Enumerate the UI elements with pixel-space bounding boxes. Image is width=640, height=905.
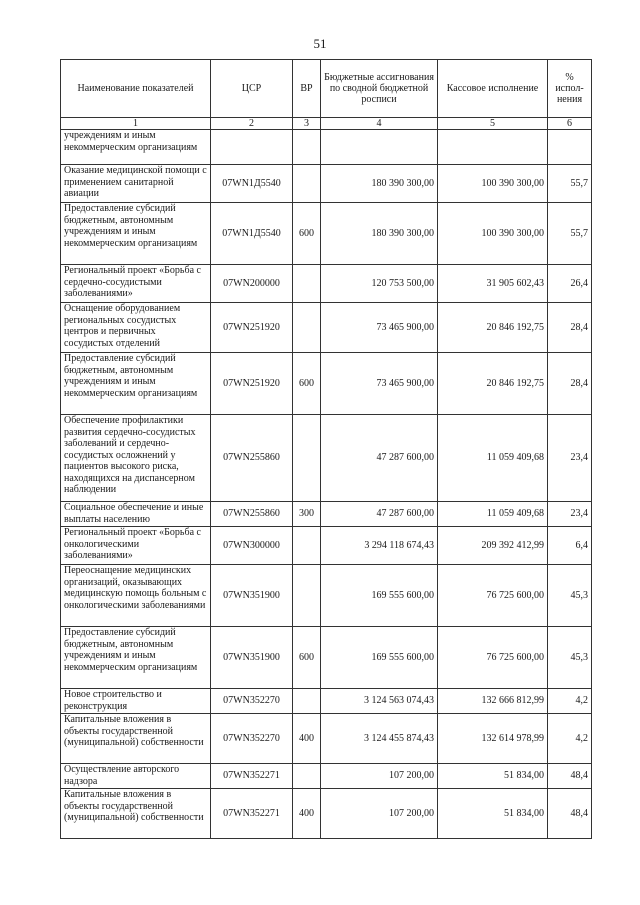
budget-amount: 180 390 300,00 <box>321 203 438 265</box>
budget-amount: 180 390 300,00 <box>321 165 438 203</box>
execution-percent: 45,3 <box>548 565 592 627</box>
indicator-name: Оказание медицинской помощи с применением санитарной авиации <box>61 165 211 203</box>
table-row <box>61 565 592 627</box>
cash-amount <box>438 130 548 165</box>
cash-amount: 51 834,00 <box>438 789 548 839</box>
header-budget-allocations: Бюджетные ассигнования по сводной бюджетной росписи <box>321 60 438 118</box>
budget-amount: 120 753 500,00 <box>321 265 438 303</box>
table-row <box>61 627 592 689</box>
indicator-name: Социальное обеспечение и иные выплаты населению <box>61 502 211 527</box>
cash-amount: 11 059 409,68 <box>438 502 548 527</box>
column-number: 2 <box>211 118 293 130</box>
header-indicator-name: Наименование показателей <box>61 60 211 118</box>
cash-amount: 100 390 300,00 <box>438 203 548 265</box>
execution-percent: 48,4 <box>548 789 592 839</box>
execution-percent: 23,4 <box>548 502 592 527</box>
csr-code: 07WN352270 <box>211 714 293 764</box>
budget-amount: 169 555 600,00 <box>321 565 438 627</box>
csr-code: 07WN255860 <box>211 502 293 527</box>
indicator-name: Переоснащение медицинских организаций, оказывающих медицинскую помощь больным с онкологическими заболеваниями <box>61 565 211 627</box>
budget-amount: 107 200,00 <box>321 764 438 789</box>
csr-code: 07WN251920 <box>211 353 293 415</box>
indicator-name: Обеспечение профилактики развития сердечно-сосудистых заболеваний и сердечно-сосудистых осложнений у пациентов высокого риска, находящихся на диспансерном наблюдении <box>61 415 211 502</box>
budget-amount: 47 287 600,00 <box>321 415 438 502</box>
vr-code <box>293 165 321 203</box>
cash-amount: 31 905 602,43 <box>438 265 548 303</box>
table-header-row <box>61 60 592 118</box>
csr-code: 07WN352270 <box>211 689 293 714</box>
indicator-name: Осуществление авторского надзора <box>61 764 211 789</box>
csr-code: 07WN300000 <box>211 527 293 565</box>
header-execution-percent: % испол-нения <box>548 60 592 118</box>
cash-amount: 132 614 978,99 <box>438 714 548 764</box>
indicator-name: Предоставление субсидий бюджетным, автономным учреждениям и иным некоммерческим организациям <box>61 627 211 689</box>
cash-amount: 76 725 600,00 <box>438 627 548 689</box>
cash-amount: 132 666 812,99 <box>438 689 548 714</box>
csr-code: 07WN200000 <box>211 265 293 303</box>
budget-amount: 169 555 600,00 <box>321 627 438 689</box>
indicator-name: учреждениям и иным некоммерческим организациям <box>61 130 211 165</box>
budget-amount <box>321 130 438 165</box>
table-row <box>61 415 592 502</box>
budget-execution-table <box>60 59 592 839</box>
budget-amount: 47 287 600,00 <box>321 502 438 527</box>
table-row <box>61 265 592 303</box>
column-number: 1 <box>61 118 211 130</box>
execution-percent: 28,4 <box>548 353 592 415</box>
vr-code: 300 <box>293 502 321 527</box>
execution-percent: 55,7 <box>548 165 592 203</box>
indicator-name: Капитальные вложения в объекты государственной (муниципальной) собственности <box>61 714 211 764</box>
column-number: 3 <box>293 118 321 130</box>
vr-code <box>293 527 321 565</box>
indicator-name: Предоставление субсидий бюджетным, автономным учреждениям и иным некоммерческим организациям <box>61 353 211 415</box>
budget-amount: 3 124 563 074,43 <box>321 689 438 714</box>
table-row <box>61 353 592 415</box>
execution-percent: 4,2 <box>548 714 592 764</box>
vr-code: 600 <box>293 203 321 265</box>
execution-percent: 26,4 <box>548 265 592 303</box>
csr-code: 07WN255860 <box>211 415 293 502</box>
budget-amount: 3 294 118 674,43 <box>321 527 438 565</box>
header-vr: ВР <box>293 60 321 118</box>
table-row <box>61 130 592 165</box>
budget-amount: 73 465 900,00 <box>321 303 438 353</box>
cash-amount: 100 390 300,00 <box>438 165 548 203</box>
csr-code: 07WN251920 <box>211 303 293 353</box>
column-number-row <box>61 118 592 130</box>
execution-percent: 23,4 <box>548 415 592 502</box>
indicator-name: Региональный проект «Борьба с онкологическими заболеваниями» <box>61 527 211 565</box>
table-row <box>61 527 592 565</box>
execution-percent: 55,7 <box>548 203 592 265</box>
csr-code: 07WN351900 <box>211 627 293 689</box>
csr-code: 07WN1Д5540 <box>211 203 293 265</box>
column-number: 4 <box>321 118 438 130</box>
vr-code <box>293 265 321 303</box>
table-row <box>61 303 592 353</box>
vr-code: 400 <box>293 789 321 839</box>
budget-amount: 3 124 455 874,43 <box>321 714 438 764</box>
cash-amount: 20 846 192,75 <box>438 353 548 415</box>
table-row <box>61 714 592 764</box>
budget-amount: 73 465 900,00 <box>321 353 438 415</box>
vr-code <box>293 689 321 714</box>
execution-percent: 4,2 <box>548 689 592 714</box>
cash-amount: 11 059 409,68 <box>438 415 548 502</box>
indicator-name: Региональный проект «Борьба с сердечно-сосудистыми заболеваниями» <box>61 265 211 303</box>
vr-code: 600 <box>293 627 321 689</box>
indicator-name: Предоставление субсидий бюджетным, автономным учреждениям и иным некоммерческим организациям <box>61 203 211 265</box>
csr-code: 07WN352271 <box>211 764 293 789</box>
vr-code <box>293 415 321 502</box>
csr-code <box>211 130 293 165</box>
table-row <box>61 764 592 789</box>
cash-amount: 51 834,00 <box>438 764 548 789</box>
vr-code <box>293 303 321 353</box>
budget-amount: 107 200,00 <box>321 789 438 839</box>
table-row <box>61 203 592 265</box>
table-row <box>61 502 592 527</box>
csr-code: 07WN1Д5540 <box>211 165 293 203</box>
csr-code: 07WN351900 <box>211 565 293 627</box>
column-number: 6 <box>548 118 592 130</box>
vr-code: 400 <box>293 714 321 764</box>
indicator-name: Оснащение оборудованием региональных сосудистых центров и первичных сосудистых отделений <box>61 303 211 353</box>
execution-percent: 6,4 <box>548 527 592 565</box>
execution-percent: 45,3 <box>548 627 592 689</box>
header-cash-execution: Кассовое исполнение <box>438 60 548 118</box>
indicator-name: Капитальные вложения в объекты государственной (муниципальной) собственности <box>61 789 211 839</box>
execution-percent <box>548 130 592 165</box>
execution-percent: 28,4 <box>548 303 592 353</box>
page-number: 51 <box>313 36 327 51</box>
csr-code: 07WN352271 <box>211 789 293 839</box>
table-row <box>61 165 592 203</box>
table-row <box>61 789 592 839</box>
indicator-name: Новое строительство и реконструкция <box>61 689 211 714</box>
vr-code <box>293 565 321 627</box>
cash-amount: 76 725 600,00 <box>438 565 548 627</box>
vr-code: 600 <box>293 353 321 415</box>
execution-percent: 48,4 <box>548 764 592 789</box>
vr-code <box>293 130 321 165</box>
header-csr: ЦСР <box>211 60 293 118</box>
table-row <box>61 689 592 714</box>
column-number: 5 <box>438 118 548 130</box>
vr-code <box>293 764 321 789</box>
cash-amount: 209 392 412,99 <box>438 527 548 565</box>
cash-amount: 20 846 192,75 <box>438 303 548 353</box>
